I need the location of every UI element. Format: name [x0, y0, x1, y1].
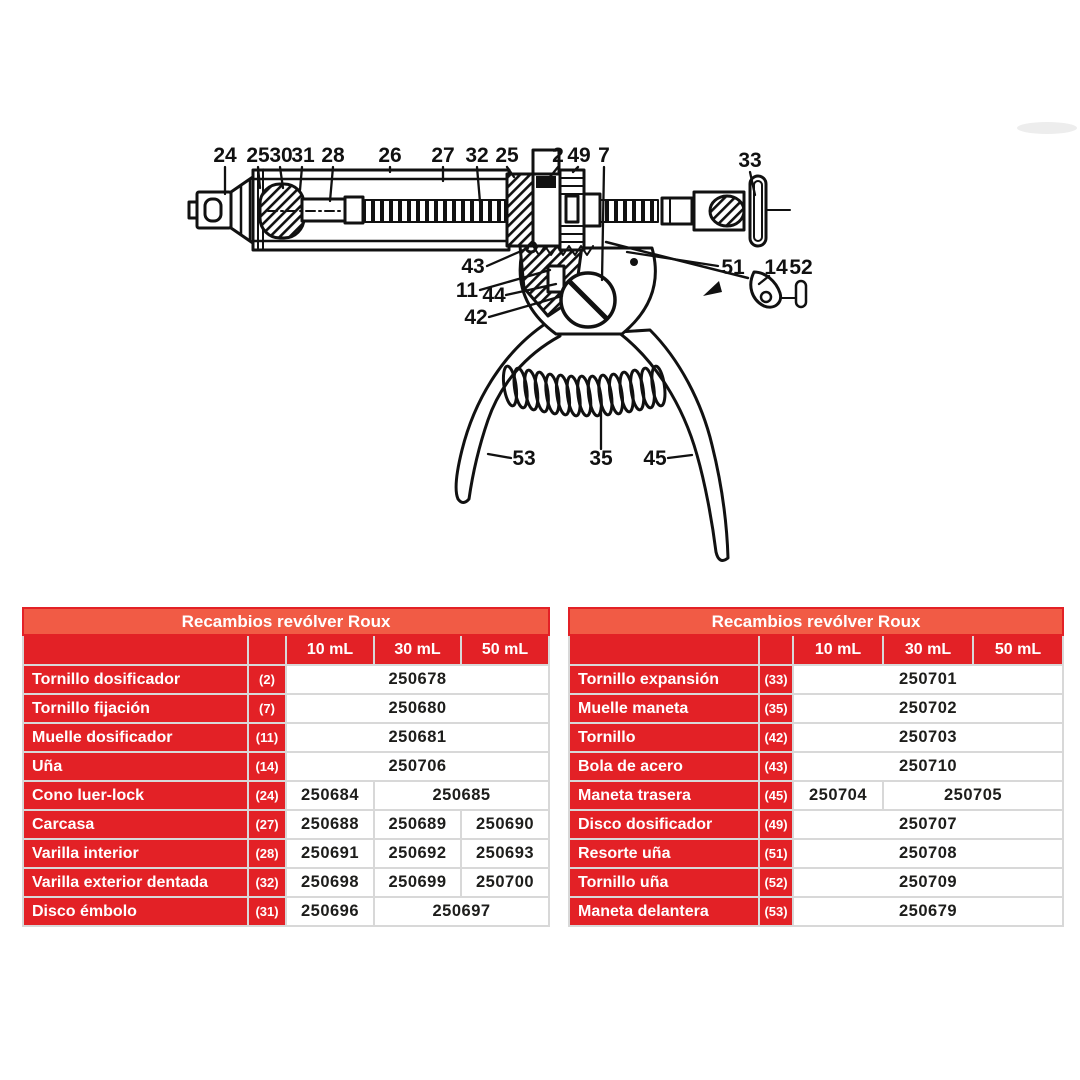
t-handle-inner-shape [754, 181, 762, 241]
part-name-cell: Muelle maneta [569, 694, 759, 723]
table-title-left: Recambios revólver Roux [23, 608, 549, 635]
part-name-cell: Tornillo expansión [569, 665, 759, 694]
part-number-cell: 250681 [286, 723, 549, 752]
part-row [23, 810, 549, 839]
part-ref-cell: (27) [248, 810, 286, 839]
part-name-cell: Uña [23, 752, 248, 781]
threaded-rod-shape [365, 200, 505, 222]
part-ref-cell: (51) [759, 839, 793, 868]
part-ref-cell: (49) [759, 810, 793, 839]
column-header-10-ml: 10 mL [286, 635, 374, 665]
claw-pin-shape [796, 281, 806, 307]
part-number-cell: 250685 [374, 781, 549, 810]
callout-42: 42 [464, 306, 488, 329]
callout-43: 43 [461, 255, 485, 278]
callout-53: 53 [512, 447, 536, 470]
part-number-cell: 250709 [793, 868, 1063, 897]
part-number-cell: 250705 [883, 781, 1063, 810]
part-name-cell: Tornillo uña [569, 868, 759, 897]
parts-table-left [22, 607, 550, 927]
threaded-rod-shape-2 [600, 200, 658, 222]
part-row [569, 665, 1063, 694]
part-ref-cell: (52) [759, 868, 793, 897]
part-ref-cell: (42) [759, 723, 793, 752]
part-name-cell: Varilla exterior dentada [23, 868, 248, 897]
column-header-30-ml: 30 mL [374, 635, 461, 665]
part-row [23, 897, 549, 926]
part-ref-cell: (11) [248, 723, 286, 752]
rod-knob-shape [662, 198, 692, 224]
part-row [569, 723, 1063, 752]
part-number-cell: 250706 [286, 752, 549, 781]
part-number-cell: 250707 [793, 810, 1063, 839]
part-number-cell: 250710 [793, 752, 1063, 781]
part-name-cell: Bola de acero [569, 752, 759, 781]
part-number-cell: 250684 [286, 781, 374, 810]
part-ref-cell: (32) [248, 868, 286, 897]
luer-slot-shape [205, 199, 221, 221]
callout-32: 32 [465, 144, 489, 167]
part-name-cell: Tornillo fijación [23, 694, 248, 723]
part-name-cell: Maneta trasera [569, 781, 759, 810]
column-header-30-ml: 30 mL [883, 635, 973, 665]
table-body-left [23, 635, 549, 926]
part-number-cell: 250690 [461, 810, 549, 839]
part-number-cell: 250691 [286, 839, 374, 868]
callout-11: 11 [455, 279, 479, 302]
header-empty-name-cell [23, 635, 248, 665]
part-number-cell: 250678 [286, 665, 549, 694]
table-title-right: Recambios revólver Roux [569, 608, 1063, 635]
callout-7: 7 [598, 144, 610, 167]
part-row [23, 752, 549, 781]
callout-30: 30 [269, 144, 293, 167]
column-header-50-ml: 50 mL [973, 635, 1063, 665]
part-row [23, 694, 549, 723]
callout-44: 44 [482, 284, 506, 307]
part-number-cell: 250680 [286, 694, 549, 723]
part-number-cell: 250700 [461, 868, 549, 897]
part-number-cell: 250696 [286, 897, 374, 926]
part-number-cell: 250701 [793, 665, 1063, 694]
part-number-cell: 250703 [793, 723, 1063, 752]
dosing-disc-slot-shape [566, 196, 578, 222]
header-empty-name-cell [569, 635, 759, 665]
part-row [23, 665, 549, 694]
part-name-cell: Muelle dosificador [23, 723, 248, 752]
callout-52: 52 [789, 256, 813, 279]
part-name-cell: Tornillo dosificador [23, 665, 248, 694]
part-row [569, 868, 1063, 897]
column-header-50-ml: 50 mL [461, 635, 549, 665]
part-number-cell: 250699 [374, 868, 461, 897]
callout-24: 24 [213, 144, 237, 167]
part-number-cell: 250708 [793, 839, 1063, 868]
part-name-cell: Disco dosificador [569, 810, 759, 839]
part-row [23, 839, 549, 868]
column-header-row [23, 635, 549, 665]
column-header-row [569, 635, 1063, 665]
part-number-cell: 250692 [374, 839, 461, 868]
callout-26: 26 [378, 144, 402, 167]
callout-27: 27 [431, 144, 455, 167]
part-number-cell: 250702 [793, 694, 1063, 723]
fixing-collar-shape [584, 194, 600, 226]
part-number-cell: 250698 [286, 868, 374, 897]
frame-screw-dot-shape [630, 258, 638, 266]
part-name-cell: Tornillo [569, 723, 759, 752]
part-number-cell: 250697 [374, 897, 549, 926]
part-ref-cell: (2) [248, 665, 286, 694]
callout-28: 28 [321, 144, 345, 167]
rod-head-shape [345, 197, 363, 223]
part-number-cell: 250679 [793, 897, 1063, 926]
part-name-cell: Maneta delantera [569, 897, 759, 926]
parts-table-right [568, 607, 1064, 927]
part-ref-cell: (14) [248, 752, 286, 781]
part-ref-cell: (35) [759, 694, 793, 723]
part-number-cell: 250693 [461, 839, 549, 868]
table-body-right [569, 635, 1063, 926]
callout-25: 25 [246, 144, 270, 167]
header-empty-ref-cell [759, 635, 793, 665]
part-row [23, 868, 549, 897]
callout-49: 49 [567, 144, 591, 167]
barrel-endcap-shape [507, 174, 533, 246]
part-ref-cell: (7) [248, 694, 286, 723]
part-row [569, 781, 1063, 810]
column-header-10-ml: 10 mL [793, 635, 883, 665]
part-ref-cell: (45) [759, 781, 793, 810]
callout-51: 51 [721, 256, 745, 279]
part-row [569, 839, 1063, 868]
part-name-cell: Resorte uña [569, 839, 759, 868]
part-name-cell: Cono luer-lock [23, 781, 248, 810]
leader-arrow-51 [703, 281, 722, 296]
part-number-cell: 250704 [793, 781, 883, 810]
header-empty-ref-cell [248, 635, 286, 665]
part-ref-cell: (53) [759, 897, 793, 926]
part-number-cell: 250688 [286, 810, 374, 839]
callout-35: 35 [589, 447, 613, 470]
handle-spring-shape [501, 365, 667, 416]
part-number-cell: 250689 [374, 810, 461, 839]
part-ref-cell: (24) [248, 781, 286, 810]
callout-31: 31 [291, 144, 315, 167]
callout-14: 14 [764, 256, 788, 279]
dosing-screw-shape [536, 176, 556, 188]
part-row [569, 752, 1063, 781]
callout-45: 45 [643, 447, 667, 470]
part-row [569, 694, 1063, 723]
part-row [23, 723, 549, 752]
part-name-cell: Disco émbolo [23, 897, 248, 926]
rear-handle-shape [618, 330, 728, 560]
part-row [569, 810, 1063, 839]
callout-2: 2 [552, 144, 564, 167]
part-ref-cell: (31) [248, 897, 286, 926]
expansion-screw-core-shape [710, 196, 744, 226]
part-ref-cell: (33) [759, 665, 793, 694]
part-name-cell: Varilla interior [23, 839, 248, 868]
part-row [23, 781, 549, 810]
part-row [569, 897, 1063, 926]
part-name-cell: Carcasa [23, 810, 248, 839]
background-smudge [1017, 122, 1077, 134]
callout-33: 33 [738, 149, 762, 172]
part-ref-cell: (43) [759, 752, 793, 781]
part-ref-cell: (28) [248, 839, 286, 868]
callout-25b: 25 [495, 144, 519, 167]
